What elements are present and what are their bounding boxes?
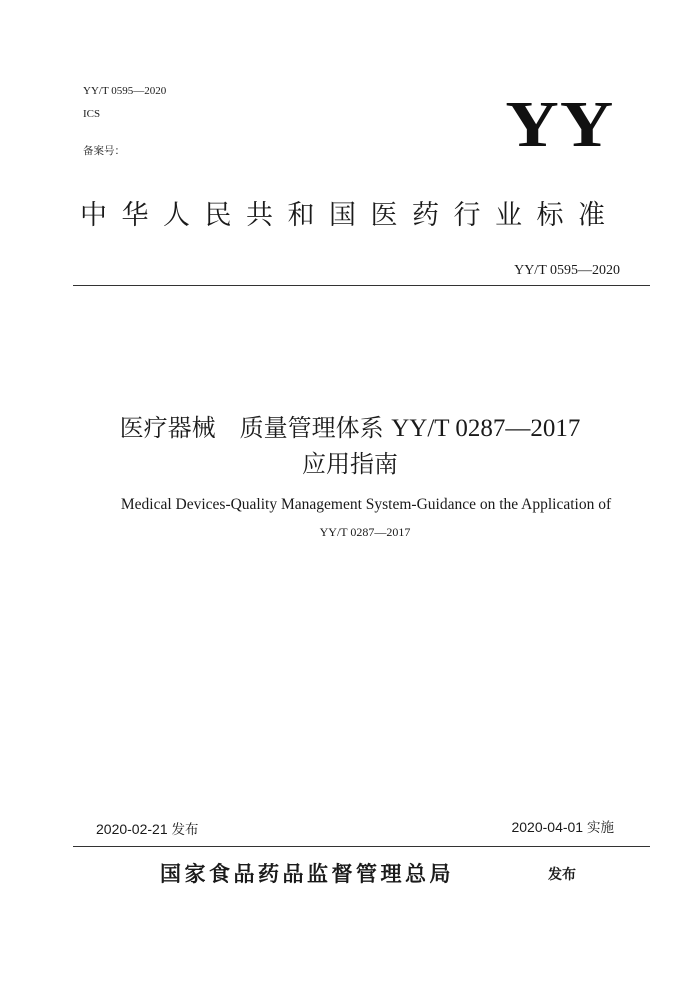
document-title-en: Medical Devices-Quality Management System-Guidance on the Application of	[120, 496, 612, 513]
issue-date-suffix: 发布	[171, 822, 199, 838]
standard-type-heading: 中华人民共和国医药行业标准	[80, 200, 620, 231]
document-title-cn-line2: 应用指南	[302, 450, 398, 478]
standard-number: YY/T 0595—2020	[514, 263, 620, 278]
issue-date	[96, 820, 199, 839]
publish-label: 发布	[548, 867, 576, 883]
issue-date-value: 2020-02-21	[96, 821, 168, 837]
impl-date-value: 2020-04-01	[511, 819, 584, 835]
document-title-cn	[0, 411, 700, 446]
standard-number-top: YY/T 0595—2020	[83, 85, 167, 97]
title-part-3: YY/T 0287—2017	[391, 415, 581, 442]
record-number-label: 备案号：	[83, 145, 125, 157]
header-divider	[73, 285, 650, 286]
document-title-en-line2: YY/T 0287—2017	[319, 525, 411, 539]
footer-divider	[73, 846, 650, 847]
impl-date-suffix: 实施	[587, 820, 614, 836]
implementation-date	[511, 818, 614, 837]
title-part-1: 医疗器械	[119, 414, 216, 442]
yy-logo: YY	[504, 88, 614, 161]
title-part-2: 质量管理体系	[239, 414, 384, 442]
ics-label: ICS	[83, 108, 101, 120]
publisher-name: 国家食品药品监督管理总局	[160, 862, 454, 886]
